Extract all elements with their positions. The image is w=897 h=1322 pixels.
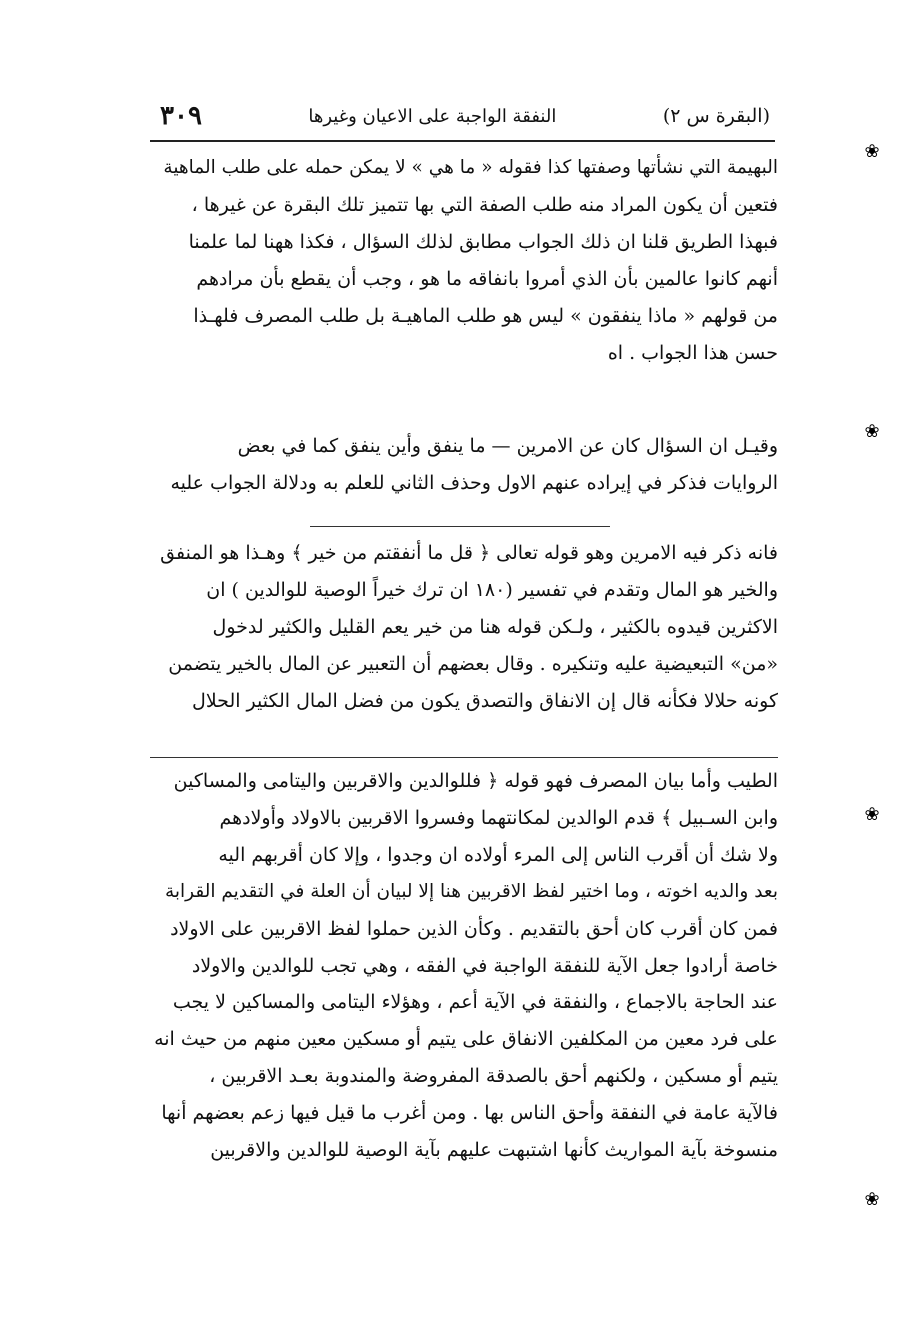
paragraph-3 xyxy=(150,535,778,720)
text-line: عند الحاجة بالاجماع ، والنفقة في الآية أعم ، وهؤلاء اليتامى والمساكين لا يجب xyxy=(172,991,778,1014)
margin-flower-icon: ❀ xyxy=(864,421,880,442)
text-line: وابن السـبيل ﴾ قدم الوالدين لمكانتهما وفسروا الاقربين بالاولاد وأولادهم xyxy=(219,806,778,829)
text-line: كونه حلالا فكأنه قال إن الانفاق والتصدق يكون من فضل المال الكثير الحلال xyxy=(192,689,778,712)
header-rule xyxy=(150,140,775,142)
text-line: البهيمة التي نشأتها وصفتها كذا فقوله « ما هي » لا يمكن حمله على طلب الماهية xyxy=(163,157,778,178)
paragraph-1 xyxy=(150,150,778,371)
text-line: يتيم أو مسكين ، ولكنهم أحق بالصدقة المفروضة والمندوبة بعـد الاقربين ، xyxy=(209,1065,778,1088)
text-line: ولا شك أن أقرب الناس إلى المرء أولاده ان وجدوا ، وإلا كان أقربهم اليه xyxy=(218,843,778,866)
text-line: خاصة أرادوا جعل الآية للنفقة الواجبة في الفقه ، وهي تجب للوالدين والاولاد xyxy=(191,954,778,977)
text-line: منسوخة بآية المواريث كأنها اشتبهت عليهم بآية الوصية للوالدين والاقربين xyxy=(210,1139,778,1162)
running-title: النفقة الواجبة على الاعيان وغيرها xyxy=(308,105,557,127)
text-line: حسن هذا الجواب . اه xyxy=(607,341,778,364)
text-line: بعد والديه اخوته ، وما اختير لفظ الاقربين هنا إلا لبيان أن العلة في التقديم القرابة xyxy=(164,880,778,902)
surah-reference: (البقرة س ٢) xyxy=(662,105,770,127)
text-line: الاكثرين قيدوه بالكثير ، ولـكن قوله هنا من خير يعم القليل والكثير لدخول xyxy=(212,615,778,638)
text-line: فبهذا الطريق قلنا ان ذلك الجواب مطابق لذلك السؤال ، فكذا ههنا لما علمنا xyxy=(188,230,778,253)
text-line: أنهم كانوا عالمين بأن الذي أمروا بانفاقه ما هو ، وجب أن يقطع بأن مرادهم xyxy=(196,267,778,290)
text-line: فالآية عامة في النفقة وأحق الناس بها . ومن أغرب ما قيل فيها زعم بعضهم أنها xyxy=(161,1102,778,1125)
section-rule xyxy=(310,526,610,527)
text-line: الطيب وأما بيان المصرف فهو قوله ﴿ فللوالدين والاقربين واليتامى والمساكين xyxy=(173,770,778,792)
text-line: على فرد معين من المكلفين الانفاق على يتيم أو مسكين معين منهم من حيث انه xyxy=(154,1028,778,1051)
text-line: من قولهم « ماذا ينفقون » ليس هو طلب الماهيـة بل طلب المصرف فلهـذا xyxy=(193,304,778,327)
text-line: فمن كان أقرب كان أحق بالتقديم . وكأن الذين حملوا لفظ الاقربين على الاولاد xyxy=(170,917,778,940)
page-number: ٣٠٩ xyxy=(160,101,202,131)
margin-flower-icon: ❀ xyxy=(864,141,880,162)
paragraph-4 xyxy=(150,763,778,1169)
page-header xyxy=(160,96,770,136)
margin-flower-icon: ❀ xyxy=(864,804,880,825)
text-line: «من» التبعيضية عليه وتنكيره . وقال بعضهم أن التعبير عن المال بالخير يتضمن xyxy=(168,652,778,675)
margin-flower-icon: ❀ xyxy=(864,1189,880,1210)
text-line: فتعين أن يكون المراد منه طلب الصفة التي بها تتميز تلك البقرة عن غيرها ، xyxy=(191,193,778,216)
text-line: الروايات فذكر في إيراده عنهم الاول وحذف الثاني للعلم به ودلالة الجواب عليه xyxy=(170,471,778,494)
section-rule xyxy=(150,757,778,758)
paragraph-2 xyxy=(150,428,778,502)
text-line: والخير هو المال وتقدم في تفسير (١٨٠ ان ترك خيراً الوصية للوالدين ) ان xyxy=(206,578,778,601)
text-line: فانه ذكر فيه الامرين وهو قوله تعالى ﴿ قل ما أنفقتم من خير ﴾ وهـذا هو المنفق xyxy=(160,542,778,564)
text-line: وقيـل ان السؤال كان عن الامرين — ما ينفق وأين ينفق كما في بعض xyxy=(237,435,778,457)
